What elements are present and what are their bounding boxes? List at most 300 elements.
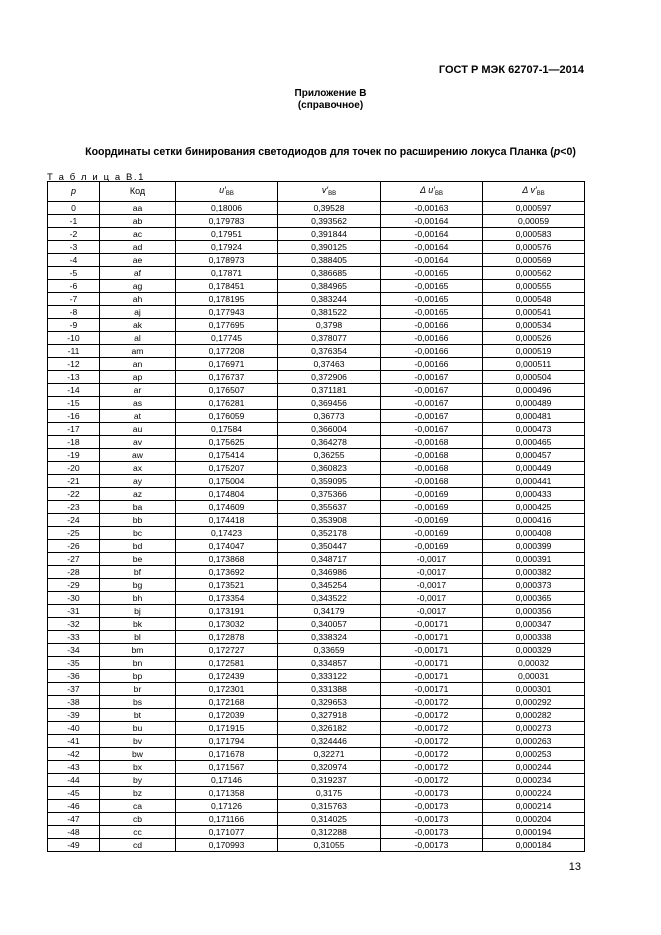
table-row [48,709,585,722]
code-cell: bk [100,618,176,631]
delta-v-cell: 0,000373 [483,579,585,592]
u-cell: 0,17146 [176,774,278,787]
delta-v-cell: 0,000548 [483,293,585,306]
table-row [48,670,585,683]
delta-v-cell: 0,000356 [483,605,585,618]
v-cell: 0,388405 [278,254,381,267]
delta-v-cell: 0,000263 [483,735,585,748]
v-cell: 0,319237 [278,774,381,787]
v-cell: 0,320974 [278,761,381,774]
delta-v-cell: 0,000292 [483,696,585,709]
delta-v-cell: 0,000301 [483,683,585,696]
delta-v-cell: 0,000329 [483,644,585,657]
p-cell: -29 [48,579,100,592]
table-row [48,527,585,540]
code-cell: ax [100,462,176,475]
delta-u-cell: -0,00167 [381,384,483,397]
p-cell: -8 [48,306,100,319]
code-cell: bs [100,696,176,709]
code-cell: au [100,423,176,436]
p-cell: -13 [48,371,100,384]
delta-u-cell: -0,00172 [381,748,483,761]
delta-u-cell: -0,0017 [381,553,483,566]
delta-v-cell: 0,000194 [483,826,585,839]
p-cell: -34 [48,644,100,657]
v-cell: 0,312288 [278,826,381,839]
header-delta-v [483,182,585,202]
delta-v-cell: 0,000184 [483,839,585,852]
table-row [48,449,585,462]
v-cell: 0,359095 [278,475,381,488]
v-cell: 0,391844 [278,228,381,241]
v-cell: 0,343522 [278,592,381,605]
delta-u-cell: -0,00173 [381,813,483,826]
p-cell: -12 [48,358,100,371]
u-cell: 0,171077 [176,826,278,839]
u-cell: 0,175625 [176,436,278,449]
u-cell: 0,178973 [176,254,278,267]
code-cell: av [100,436,176,449]
p-cell: -2 [48,228,100,241]
p-cell: -36 [48,670,100,683]
v-cell: 0,352178 [278,527,381,540]
u-cell: 0,17951 [176,228,278,241]
v-cell: 0,36773 [278,410,381,423]
p-cell: -37 [48,683,100,696]
p-cell: -28 [48,566,100,579]
u-cell: 0,178195 [176,293,278,306]
p-cell: -15 [48,397,100,410]
delta-u-cell: -0,00172 [381,774,483,787]
v-cell: 0,31055 [278,839,381,852]
delta-v-cell: 0,000526 [483,332,585,345]
delta-v-cell: 0,000433 [483,488,585,501]
u-cell: 0,172039 [176,709,278,722]
table-row [48,644,585,657]
delta-u-cell: -0,00173 [381,839,483,852]
table-row [48,267,585,280]
delta-u-cell: -0,00164 [381,215,483,228]
v-cell: 0,353908 [278,514,381,527]
code-cell: ae [100,254,176,267]
v-cell: 0,355637 [278,501,381,514]
v-cell: 0,331388 [278,683,381,696]
code-cell: ah [100,293,176,306]
code-cell: ak [100,319,176,332]
table-row [48,202,585,215]
v-cell: 0,315763 [278,800,381,813]
p-cell: -41 [48,735,100,748]
u-cell: 0,176737 [176,371,278,384]
delta-v-cell: 0,000519 [483,345,585,358]
v-cell: 0,3798 [278,319,381,332]
header-v-sub: BB [328,191,337,197]
delta-u-cell: -0,0017 [381,566,483,579]
delta-u-cell: -0,00169 [381,514,483,527]
code-cell: ca [100,800,176,813]
delta-v-cell: 0,000234 [483,774,585,787]
u-cell: 0,171166 [176,813,278,826]
v-cell: 0,329653 [278,696,381,709]
u-cell: 0,172168 [176,696,278,709]
delta-v-cell: 0,000583 [483,228,585,241]
v-cell: 0,371181 [278,384,381,397]
document-code: ГОСТ Р МЭК 62707-1—2014 [438,64,584,76]
table-row [48,280,585,293]
u-cell: 0,174609 [176,501,278,514]
u-cell: 0,18006 [176,202,278,215]
v-cell: 0,334857 [278,657,381,670]
code-cell: bf [100,566,176,579]
delta-u-cell: -0,00166 [381,345,483,358]
delta-u-cell: -0,00173 [381,800,483,813]
delta-v-cell: 0,00032 [483,657,585,670]
delta-u-cell: -0,00169 [381,501,483,514]
delta-u-cell: -0,00167 [381,410,483,423]
table-row [48,475,585,488]
code-cell: ac [100,228,176,241]
table-row [48,345,585,358]
p-cell: -40 [48,722,100,735]
table-row [48,748,585,761]
p-cell: 0 [48,202,100,215]
delta-v-cell: 0,000425 [483,501,585,514]
u-cell: 0,175207 [176,462,278,475]
p-cell: -24 [48,514,100,527]
u-cell: 0,174418 [176,514,278,527]
header-du-main: Δ u′ [420,185,435,195]
u-cell: 0,176281 [176,397,278,410]
u-cell: 0,17584 [176,423,278,436]
code-cell: af [100,267,176,280]
delta-v-cell: 0,000473 [483,423,585,436]
p-cell: -1 [48,215,100,228]
delta-u-cell: -0,0017 [381,605,483,618]
delta-u-cell: -0,0017 [381,592,483,605]
page-number: 13 [568,861,581,873]
v-cell: 0,3175 [278,787,381,800]
delta-u-cell: -0,00172 [381,735,483,748]
delta-u-cell: -0,00169 [381,488,483,501]
code-cell: bu [100,722,176,735]
header-u-sub: BB [225,191,234,197]
annex-subtitle: (справочное) [297,100,364,111]
table-row [48,384,585,397]
delta-u-cell: -0,00167 [381,397,483,410]
code-cell: bl [100,631,176,644]
p-cell: -23 [48,501,100,514]
u-cell: 0,173868 [176,553,278,566]
table-row [48,722,585,735]
u-cell: 0,175004 [176,475,278,488]
table-caption [0,146,661,158]
code-cell: al [100,332,176,345]
p-cell: -14 [48,384,100,397]
table-row [48,566,585,579]
p-cell: -18 [48,436,100,449]
annex-title [0,88,661,112]
delta-u-cell: -0,00173 [381,826,483,839]
code-cell: at [100,410,176,423]
delta-v-cell: 0,000597 [483,202,585,215]
code-cell: bx [100,761,176,774]
delta-v-cell: 0,000273 [483,722,585,735]
u-cell: 0,172727 [176,644,278,657]
delta-u-cell: -0,00163 [381,202,483,215]
v-cell: 0,34179 [278,605,381,618]
u-cell: 0,171678 [176,748,278,761]
u-cell: 0,179783 [176,215,278,228]
delta-v-cell: 0,000534 [483,319,585,332]
delta-u-cell: -0,00172 [381,761,483,774]
delta-u-cell: -0,00168 [381,475,483,488]
p-cell: -30 [48,592,100,605]
u-cell: 0,177208 [176,345,278,358]
code-cell: bb [100,514,176,527]
table-row [48,540,585,553]
u-cell: 0,174047 [176,540,278,553]
delta-v-cell: 0,00031 [483,670,585,683]
delta-v-cell: 0,000489 [483,397,585,410]
code-cell: bc [100,527,176,540]
delta-u-cell: -0,00165 [381,293,483,306]
p-cell: -27 [48,553,100,566]
u-cell: 0,170993 [176,839,278,852]
code-cell: cc [100,826,176,839]
table-row [48,761,585,774]
code-cell: bv [100,735,176,748]
delta-u-cell: -0,0017 [381,579,483,592]
table-row [48,657,585,670]
code-cell: ba [100,501,176,514]
delta-v-cell: 0,000214 [483,800,585,813]
p-cell: -46 [48,800,100,813]
table-row [48,410,585,423]
delta-v-cell: 0,000399 [483,540,585,553]
u-cell: 0,178451 [176,280,278,293]
annex-heading: Приложение В [294,88,367,99]
delta-u-cell: -0,00171 [381,657,483,670]
v-cell: 0,369456 [278,397,381,410]
delta-v-cell: 0,000511 [483,358,585,371]
table-row [48,618,585,631]
u-cell: 0,17871 [176,267,278,280]
v-cell: 0,37463 [278,358,381,371]
delta-v-cell: 0,000338 [483,631,585,644]
caption-suffix: <0) [560,146,576,158]
code-cell: ap [100,371,176,384]
header-du-sub: BB [434,191,443,197]
delta-u-cell: -0,00167 [381,371,483,384]
code-cell: bj [100,605,176,618]
u-cell: 0,173521 [176,579,278,592]
code-cell: aa [100,202,176,215]
v-cell: 0,338324 [278,631,381,644]
code-cell: an [100,358,176,371]
code-cell: as [100,397,176,410]
u-cell: 0,17924 [176,241,278,254]
table-row [48,800,585,813]
table-row [48,553,585,566]
table-row [48,423,585,436]
v-cell: 0,390125 [278,241,381,254]
delta-v-cell: 0,000576 [483,241,585,254]
table-row [48,462,585,475]
delta-u-cell: -0,00165 [381,267,483,280]
code-cell: cd [100,839,176,852]
u-cell: 0,176971 [176,358,278,371]
p-cell: -44 [48,774,100,787]
p-cell: -21 [48,475,100,488]
code-cell: ar [100,384,176,397]
table-row [48,787,585,800]
table-row [48,683,585,696]
p-cell: -39 [48,709,100,722]
code-cell: aw [100,449,176,462]
code-cell: ab [100,215,176,228]
delta-v-cell: 0,000496 [483,384,585,397]
p-cell: -16 [48,410,100,423]
v-cell: 0,376354 [278,345,381,358]
v-cell: 0,327918 [278,709,381,722]
delta-v-cell: 0,000204 [483,813,585,826]
v-cell: 0,383244 [278,293,381,306]
v-cell: 0,333122 [278,670,381,683]
delta-u-cell: -0,00168 [381,462,483,475]
table-row [48,215,585,228]
u-cell: 0,17126 [176,800,278,813]
coordinates-table [47,181,585,852]
table-row [48,397,585,410]
delta-u-cell: -0,00171 [381,683,483,696]
code-cell: bw [100,748,176,761]
p-cell: -25 [48,527,100,540]
code-cell: bh [100,592,176,605]
table-row [48,293,585,306]
code-cell: bp [100,670,176,683]
delta-u-cell: -0,00169 [381,540,483,553]
delta-u-cell: -0,00172 [381,709,483,722]
p-cell: -31 [48,605,100,618]
delta-u-cell: -0,00171 [381,618,483,631]
delta-u-cell: -0,00164 [381,254,483,267]
code-cell: be [100,553,176,566]
p-cell: -33 [48,631,100,644]
header-p: p [48,182,100,202]
code-cell: bm [100,644,176,657]
code-cell: az [100,488,176,501]
header-v-main: v′ [321,185,329,195]
delta-u-cell: -0,00165 [381,280,483,293]
delta-u-cell: -0,00169 [381,527,483,540]
v-cell: 0,33659 [278,644,381,657]
p-cell: -42 [48,748,100,761]
delta-v-cell: 0,000555 [483,280,585,293]
p-cell: -49 [48,839,100,852]
code-cell: bd [100,540,176,553]
delta-v-cell: 0,000365 [483,592,585,605]
table-row [48,839,585,852]
u-cell: 0,171915 [176,722,278,735]
p-cell: -20 [48,462,100,475]
u-cell: 0,172878 [176,631,278,644]
p-cell: -38 [48,696,100,709]
delta-v-cell: 0,00059 [483,215,585,228]
u-cell: 0,173354 [176,592,278,605]
table-row [48,826,585,839]
code-cell: ay [100,475,176,488]
v-cell: 0,39528 [278,202,381,215]
p-cell: -48 [48,826,100,839]
delta-v-cell: 0,000347 [483,618,585,631]
v-cell: 0,345254 [278,579,381,592]
p-cell: -47 [48,813,100,826]
table-row [48,696,585,709]
p-cell: -5 [48,267,100,280]
table-row [48,501,585,514]
table-row [48,436,585,449]
v-cell: 0,378077 [278,332,381,345]
code-cell: ad [100,241,176,254]
v-cell: 0,326182 [278,722,381,735]
delta-u-cell: -0,00166 [381,358,483,371]
u-cell: 0,173032 [176,618,278,631]
u-cell: 0,173692 [176,566,278,579]
v-cell: 0,364278 [278,436,381,449]
v-cell: 0,360823 [278,462,381,475]
v-cell: 0,386685 [278,267,381,280]
u-cell: 0,177695 [176,319,278,332]
table-row [48,332,585,345]
code-cell: bn [100,657,176,670]
delta-v-cell: 0,000244 [483,761,585,774]
table-row [48,813,585,826]
header-v [278,182,381,202]
p-cell: -35 [48,657,100,670]
u-cell: 0,173191 [176,605,278,618]
delta-u-cell: -0,00168 [381,449,483,462]
code-cell: ag [100,280,176,293]
delta-v-cell: 0,000408 [483,527,585,540]
table-row [48,371,585,384]
p-cell: -19 [48,449,100,462]
delta-u-cell: -0,00164 [381,241,483,254]
code-cell: bz [100,787,176,800]
u-cell: 0,176059 [176,410,278,423]
v-cell: 0,36255 [278,449,381,462]
delta-u-cell: -0,00172 [381,722,483,735]
v-cell: 0,393562 [278,215,381,228]
table-row [48,254,585,267]
delta-v-cell: 0,000465 [483,436,585,449]
u-cell: 0,17423 [176,527,278,540]
table-body [48,202,585,852]
header-dv-sub: BB [536,191,545,197]
delta-u-cell: -0,00173 [381,787,483,800]
v-cell: 0,324446 [278,735,381,748]
delta-v-cell: 0,000253 [483,748,585,761]
delta-v-cell: 0,000441 [483,475,585,488]
u-cell: 0,176507 [176,384,278,397]
p-cell: -10 [48,332,100,345]
table-row [48,306,585,319]
delta-u-cell: -0,00168 [381,436,483,449]
v-cell: 0,350447 [278,540,381,553]
header-delta-u [381,182,483,202]
code-cell: cb [100,813,176,826]
p-cell: -7 [48,293,100,306]
v-cell: 0,375366 [278,488,381,501]
